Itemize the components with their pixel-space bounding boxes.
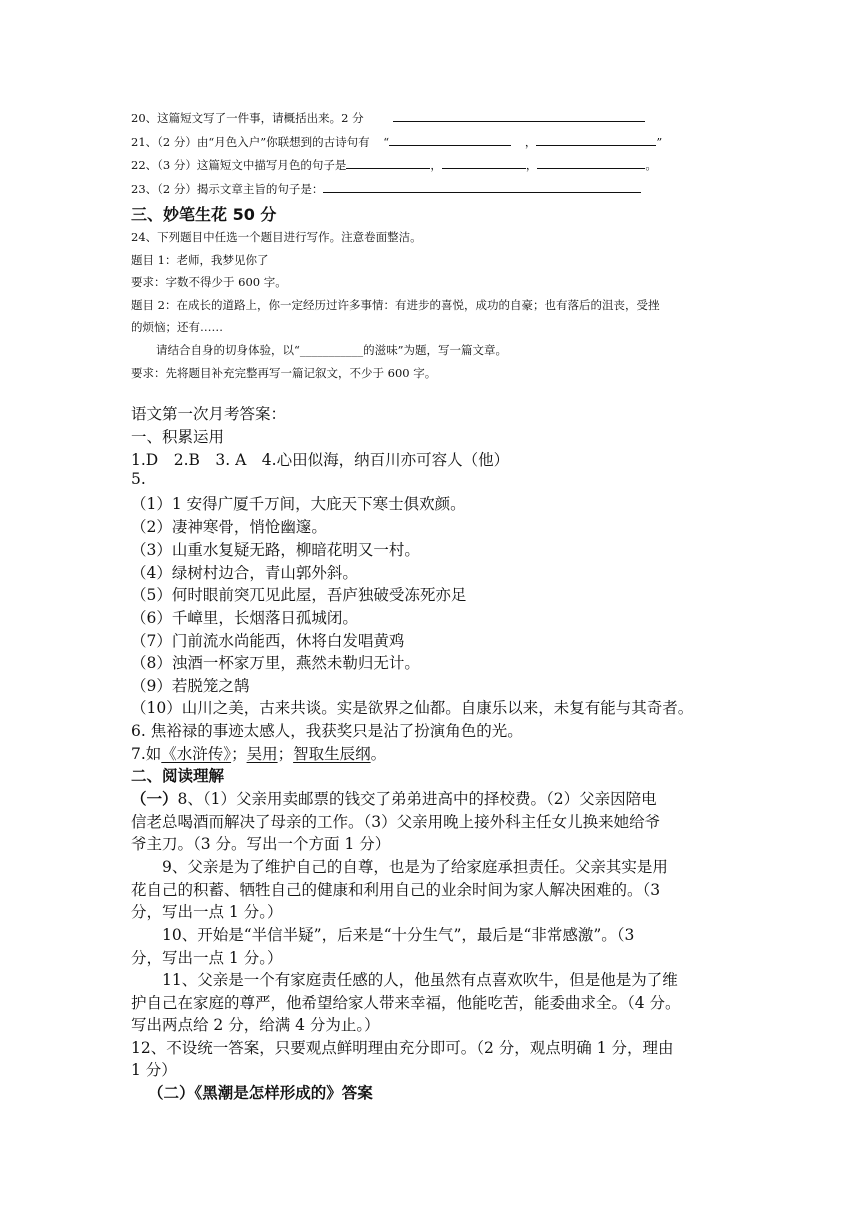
answer-5-item: （9）若脱笼之鹄 <box>131 677 250 695</box>
prompt-blank: ___________ <box>299 343 364 357</box>
topic-2-line-1: 题目 2：在成长的道路上，你一定经历过许多事情：有进步的喜悦，成功的自豪；也有落后的沮丧，受挫 <box>131 298 660 312</box>
prompt-text: 请结合自身的切身体验，以“ <box>156 343 300 357</box>
answer-9-line: 分，写出一点 1 分。） <box>131 903 283 921</box>
answer-8-line <box>131 787 657 809</box>
answer-5-item: （3）山重水复疑无路，柳暗花明又一村。 <box>131 541 420 559</box>
question-24: 24、下列题目中任选一个题目进行写作。注意卷面整洁。 <box>131 230 422 244</box>
answers-title: 语文第一次月考答案： <box>131 405 287 423</box>
separator: ； <box>277 745 294 763</box>
answer-5-item: （6）千嶂里，长烟落日孤城闭。 <box>131 609 358 627</box>
answer-7-person: 吴用 <box>246 745 278 763</box>
answer-5-item: （7）门前流水尚能西，休将白发唱黄鸡 <box>131 632 405 650</box>
part-1-heading: 一、积累运用 <box>131 428 225 446</box>
answer-blank <box>536 134 656 146</box>
topic-1: 题目 1：老师，我梦见你了 <box>131 253 269 267</box>
answer-12-line: 1 分） <box>131 1061 177 1079</box>
topic-2-line-2: 的烦恼；还有…… <box>131 320 223 334</box>
answer-11-line: 写出两点给 2 分，给满 4 分为止。） <box>131 1016 380 1034</box>
close-quote: ” <box>656 135 663 149</box>
question-22 <box>131 157 657 173</box>
answer-5-item: （4）绿树村边合，青山郭外斜。 <box>131 564 358 582</box>
requirement-1: 要求：字数不得少于 600 字。 <box>131 275 287 289</box>
answer-8-line: 信老总喝酒而解决了母亲的工作。（3）父亲用晚上接外科主任女儿换来她给爷 <box>131 813 661 831</box>
question-23-text: 23、（2 分）揭示文章主旨的句子是： <box>131 182 324 196</box>
answer-7-event: 智取生辰纲 <box>293 745 371 763</box>
answer-blank <box>537 157 645 169</box>
comma: ， <box>524 135 537 149</box>
open-quote: “ <box>383 135 390 149</box>
answer-blank <box>442 157 526 169</box>
answer-10-line: 10、开始是“半信半疑”，后来是“十分生气”，最后是“非常感激”。（3 <box>162 926 635 944</box>
answer-8-text: 8、（1）父亲用卖邮票的钱交了弟弟进高中的择校费。（2）父亲因陪电 <box>177 790 657 808</box>
answer-5-item: （5）何时眼前突兀见此屋，吾庐独破受冻死亦足 <box>131 586 467 604</box>
answer-7-prefix: 7.如 <box>131 745 162 763</box>
answer-5-item: （2）凄神寒骨，悄怆幽邃。 <box>131 518 327 536</box>
answer-5-label: 5. <box>131 470 146 488</box>
part-2-heading: 二、阅读理解 <box>131 767 225 785</box>
question-23 <box>131 181 641 197</box>
answer-5-item: （1）1 安得广厦千万间，大庇天下寒士俱欢颜。 <box>131 495 466 513</box>
comma: ， <box>525 158 538 172</box>
answer-blank <box>323 181 641 193</box>
answer-11-line: 11、父亲是一个有家庭责任感的人，他虽然有点喜欢吹牛，但是他是为了维 <box>162 971 678 989</box>
answers-1-4: 1.D 2.B 3. A 4.心田似海，纳百川亦可容人（他） <box>131 451 510 469</box>
answer-blank <box>393 110 645 122</box>
requirement-2: 要求：先将题目补充完整再写一篇记叙文，不少于 600 字。 <box>131 366 437 380</box>
question-22-text: 22、（3 分）这篇短文中描写月色的句子是 <box>131 158 347 172</box>
subsection-1-label: （一） <box>131 790 178 808</box>
question-21 <box>131 134 662 150</box>
question-21-text: 21、（2 分）由“月色入户”你联想到的古诗句有 <box>131 135 370 149</box>
separator: ； <box>231 745 247 763</box>
writing-prompt <box>156 342 507 358</box>
answer-5-item: （10）山川之美，古来共谈。实是欲界之仙都。自康乐以来，未复有能与其奇者。 <box>131 699 694 717</box>
answer-7-book: 《水浒传》 <box>161 745 232 763</box>
answer-9-line: 花自己的积蓄、牺牲自己的健康和利用自己的业余时间为家人解决困难的。（3 <box>131 881 661 899</box>
subsection-2-heading: （二）《黑潮是怎样形成的》答案 <box>148 1084 373 1102</box>
answer-8-line: 爷主刀。（3 分。写出一个方面 1 分） <box>131 835 391 853</box>
answer-6: 6. 焦裕禄的事迹太感人，我获奖只是沾了扮演角色的光。 <box>131 722 523 740</box>
question-20-text: 20、这篇短文写了一件事，请概括出来。2 分 <box>131 111 364 125</box>
answer-7 <box>131 742 386 764</box>
answer-12-line: 12、不设统一答案，只要观点鲜明理由充分即可。（2 分，观点明确 1 分，理由 <box>131 1039 674 1057</box>
period: 。 <box>370 745 387 763</box>
prompt-text: 的滋味”为题，写一篇文章。 <box>363 343 508 357</box>
answer-10-line: 分，写出一点 1 分。） <box>131 949 283 967</box>
answer-5-item: （8）浊酒一杯家万里，燕然未勒归无计。 <box>131 654 420 672</box>
answer-11-line: 护自己在家庭的尊严，他希望给家人带来幸福，他能吃苦，能委曲求全。（4 分。 <box>131 994 681 1012</box>
comma: ， <box>430 158 442 172</box>
answer-blank <box>389 134 511 146</box>
period: 。 <box>645 158 657 172</box>
section-3-heading: 三、妙笔生花 50 分 <box>131 205 277 224</box>
answer-9-line: 9、父亲是为了维护自己的自尊，也是为了给家庭承担责任。父亲其实是用 <box>162 858 668 876</box>
question-20 <box>131 110 645 126</box>
answer-blank <box>346 157 430 169</box>
